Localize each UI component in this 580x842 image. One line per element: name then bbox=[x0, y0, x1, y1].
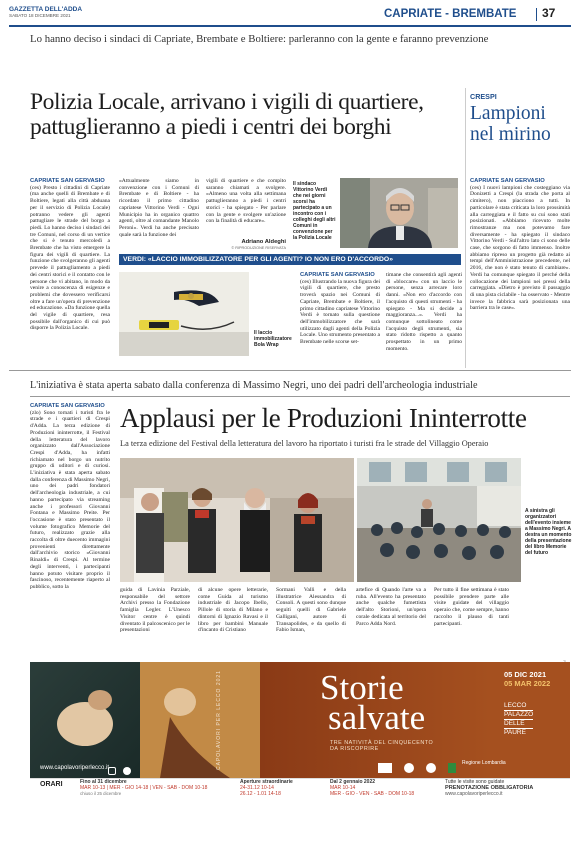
ad-january-title: Dal 2 gennaio 2022 bbox=[330, 779, 376, 785]
masthead bbox=[9, 6, 82, 18]
instagram-icon bbox=[108, 767, 116, 775]
ad-website: www.capolavoriperlecco.it bbox=[40, 765, 110, 771]
subarticle-kicker: CAPRIATE SAN GERVASIO bbox=[300, 272, 375, 278]
article2-subtitle: La terza edizione del Festival della letteratura del lavoro ha riportato i turisti fra le strade del Villaggio Operaio bbox=[120, 439, 489, 448]
article2-column-6 bbox=[434, 587, 509, 643]
organizers-photo bbox=[120, 458, 354, 582]
ad-hours-line2: chiuso il 25 dicembre bbox=[80, 791, 122, 796]
bola-wrap-photo bbox=[119, 272, 249, 356]
ad-title-line1: Storie bbox=[320, 668, 404, 707]
ad-date-from: 05 DIC 2021 bbox=[504, 670, 547, 679]
article1-col2-text: «Attualmente siamo in convenzione con i Comuni di Brembate e di Boltiere - ha ricordato il primo cittadino capriatese Vittorino Verdi - Ogni Municipio ha in organico quattro agenti, oltre al comandante Manolo Peroni». Verdi ha anche precisato quale sarà la funzione dei bbox=[119, 178, 199, 238]
presentation-photo bbox=[357, 458, 521, 582]
facebook-icon bbox=[123, 767, 131, 775]
sidebar-kicker: CRESPI bbox=[470, 92, 497, 101]
ad-subtitle-line1: TRE NATIVITÀ DEL CINQUECENTO bbox=[330, 740, 434, 746]
article1-headline-line2: pattuglieranno a piedi i centri dei borghi bbox=[30, 114, 392, 140]
header-rule bbox=[9, 25, 571, 27]
region-logo-icon bbox=[448, 763, 456, 773]
header-divider bbox=[536, 8, 537, 21]
ad-booking-site: www.capolavoriperlecco.it bbox=[445, 791, 503, 797]
article2-col4-text: Sormani Valli e della illustratrice Alessandra di Consoli. A questi sono dunque seguiti quelli di Gabriele Galligani, autore di Transapolides, e da quello di Fabio Isman, bbox=[276, 587, 346, 634]
article2-col6-text: Per tutto il fine settimana è stato possibile prendere parte alle visite guidate del villaggio operaio che, come sempre, hanno raccolto il plauso di tanti partecipanti. bbox=[434, 587, 509, 627]
subarticle-col2-text: timane che consentirà agli agenti di «bloccare» con un laccio le persone, senza arrecare loro danni. «Non ero d'accordo con l'acquisto di questi strumenti - ha spiegato - Ma si decide a maggioranza...». Verdi ha comunque sottolineato come l'acquisto degli strumenti, sia stato ridotto rispetto a quanto prospettato in un primo momento. bbox=[386, 272, 462, 352]
ad-venue-line4: PAURE bbox=[504, 729, 526, 736]
ad-hours-title: Fino al 31 dicembre bbox=[80, 779, 127, 785]
article1-column-3 bbox=[206, 178, 286, 238]
article1-headline-line1: Polizia Locale, arrivano i vigili di quartiere, bbox=[30, 89, 424, 115]
article1-column-1 bbox=[30, 178, 110, 365]
article2-photo-caption: A sinistra gli organizzatori dell'evento insieme a Massimo Negri. A destra un momento della presentazione del libro Memorie del futuro bbox=[525, 508, 572, 556]
article2-column-4 bbox=[276, 587, 346, 643]
article2-kicker: CAPRIATE SAN GERVASIO bbox=[30, 403, 105, 409]
ad-extra-line1: 24-31.12 10-14 bbox=[240, 785, 274, 791]
ad-venue-line2: PALAZZO bbox=[504, 711, 534, 718]
article1-kicker: CAPRIATE SAN GERVASIO bbox=[30, 178, 105, 184]
article2-col2-text: guida di Lavinia Parziale, responsabile del settore Archivi presso la Fondazione famiglia Legler. L'Unesco Visitor centre è quindi diventato il palcoscenico per le presentazioni bbox=[120, 587, 190, 634]
ad-january-hours bbox=[330, 779, 414, 797]
ad-venue bbox=[504, 702, 533, 737]
article2-col5-text: artefice di Quando l'arte va a ruba. All'evento ha presentato anche qualche fumettista dell'alto Storioni, un'opera corale dedicata al territorio del Parco Adda Nord. bbox=[356, 587, 426, 627]
ad-extra-line2: 26.12 - 1.01 14-18 bbox=[240, 791, 281, 797]
article2-column-3 bbox=[198, 587, 268, 643]
sidebar-divider bbox=[465, 88, 466, 368]
page-number: 37 bbox=[542, 6, 556, 20]
sidebar-headline-line2: nel mirino bbox=[470, 124, 551, 145]
article2-col3-text: di alcune opere letterarie, come Guida al turismo industriale di Jacopo Ibello, Pillole di storia di Milano e dintorni di Ignazio Ravasi e il libro per bambini Manuale d'incanto di Cristiano bbox=[198, 587, 268, 634]
ad-date-to: 05 MAR 2022 bbox=[504, 679, 551, 688]
ad-subtitle bbox=[330, 740, 433, 752]
partner-logo-icon bbox=[404, 763, 414, 773]
article1-rights: © RIPRODUZIONE RISERVATA bbox=[231, 246, 286, 250]
sidebar-body bbox=[470, 178, 570, 364]
article1-col3-text: vigili di quartiere e che compito saranno chiamati a svolgere. «Almeno una volta alla settimana pattuglieranno a piedi i centri storici - ha spiegato - Per parlare con la gente e svolgere un'azione con la finalità di educare». bbox=[206, 178, 286, 225]
ad-booking-label: PRENOTAZIONE OBBLIGATORIA bbox=[445, 785, 534, 791]
ad-booking bbox=[445, 779, 533, 797]
article1-headline bbox=[30, 90, 460, 140]
ad-logos bbox=[378, 760, 538, 776]
sidebar-body-kicker: CAPRIATE SAN GERVASIO bbox=[470, 178, 545, 184]
article1-photo-caption: Il sindaco Vittorino Verdi che nei giorni scorsi ha partecipato a un incontro con i colleghi degli altri Comuni in convenzione per la Polizia Locale bbox=[293, 181, 336, 241]
sidebar-headline-line1: Lampioni bbox=[470, 103, 546, 124]
subarticle-column-1 bbox=[300, 272, 380, 362]
ad-january-line1: MAR 10-14 bbox=[330, 785, 356, 791]
ad-hours bbox=[80, 779, 207, 797]
article1-column-2 bbox=[119, 178, 199, 246]
subarticle-column-2 bbox=[386, 272, 462, 362]
ad-venue-line1: LECCO bbox=[504, 702, 533, 711]
article1-col1-text: (ces) Presto i cittadini di Capriate (ma anche quelli di Brembate e di Boltiere, legati alla città abduana per il servizio di Polizia Locale) potranno vedere gli agenti pattugliare le strade del borgo a piedi. Lo hanno deciso i sindaci dei tre Comuni, nel corso di un vertice che si è tenuto mercoledì a Brembate che ha visto emergere la figura dei vigili di quartiere. La funzione che svolgeranno gli agenti prevede il pattugliamento a piedi dei centri storici e il contatto con le persone che vi abitano, in modo da venire a conoscenza di esigenze e problemi che dovessero verificarsi oltre a fare un'opera di prevenzione ed educazione. «Da funzione quella del vigile di quartiere, resa possibile dall'organico di cui può disporre la Polizia Locale. bbox=[30, 184, 110, 332]
partner-logo-icon bbox=[378, 763, 392, 773]
ad-title-line2: salvate bbox=[328, 698, 426, 737]
article1-author: Adriano Aldeghi bbox=[241, 239, 286, 245]
ad-extra-title: Aperture straordinarie bbox=[240, 779, 293, 785]
ad-title bbox=[320, 668, 426, 737]
ad-hours-line1: MAR 10-13 | MER - GIO 14-18 | VEN - SAB - DOM 10-18 bbox=[80, 785, 208, 791]
ad-vertical-label: CAPOLAVORI PER LECCO 2021 bbox=[216, 670, 222, 770]
article1-overline: Lo hanno deciso i sindaci di Capriate, Brembate e Boltiere: parleranno con la gente e faranno prevenzione bbox=[30, 33, 489, 45]
article2-overline: L'iniziativa è stata aperta sabato dalla conferenza di Massimo Negri, uno dei padri dell'archeologia industriale bbox=[30, 380, 478, 391]
ad-hours-label: ORARI bbox=[40, 781, 63, 788]
ad-extra-hours bbox=[240, 779, 293, 797]
ad-january-line2: MER - GIO - VEN - SAB - DOM 10-18 bbox=[330, 791, 415, 797]
bola-wrap-caption: Il laccio immobilizzatore Bola Wrap bbox=[254, 330, 292, 348]
ad-booking-title: Tutte le visite sono guidate bbox=[445, 779, 505, 785]
article2-column-2 bbox=[120, 587, 190, 643]
article2-column-1 bbox=[30, 403, 110, 705]
partner-logo-icon bbox=[426, 763, 436, 773]
article2-column-5 bbox=[356, 587, 426, 643]
sidebar-headline bbox=[470, 103, 551, 145]
mayor-photo bbox=[340, 178, 458, 248]
sponsor-name: Regione Lombardia bbox=[462, 760, 506, 766]
newspaper-name: GAZZETTA DELL'ADDA bbox=[9, 6, 83, 13]
subarticle-title: VERDI: «LACCIO IMMOBILIZZATORE PER GLI AGENTI? IO NON ERO D'ACCORDO» bbox=[123, 256, 393, 263]
section-separator bbox=[9, 370, 571, 371]
ad-subtitle-line2: DA RISCOPRIRE bbox=[330, 746, 379, 752]
subarticle-col1-text: (ces) Illustrando la nuova figura dei vigili di quartiere, che presto troverà spazio nei Comuni di Capriate, Brembate e Boltiere, il primo cittadino capriatese Vittorino Verdi è tornato sulla questione dell'immobilizzatore che sarà utilizzato dagli agenti della Polizia Locale. Uno strumento presentato a Brembate nelle scorse set- bbox=[300, 278, 380, 346]
article2-overline-rule bbox=[30, 396, 570, 397]
section-title: CAPRIATE - BREMBATE bbox=[384, 8, 517, 20]
issue-date: SABATO 18 DICEMBRE 2021 bbox=[9, 13, 71, 18]
article2-headline: Applausi per le Produzioni Ininterrotte bbox=[120, 403, 527, 433]
ad-venue-line3: DELLE bbox=[504, 720, 533, 729]
article2-col1-text: (zlo) Sono tornati i turisti fra le strade e i quartieri di Crespi d'Adda. La terza edizione di Produzioni ininterrotte, il Festival della letteratura del lavoro organizzato dall'Associazione Crespi d'Adda, ha infatti richiamato nel borgo un nutrito gruppo di uditori e di curiosi. L'iniziativa è stata aperta sabato dalla conferenza di Massimo Negri, uno dei padri fondatori dell'archeologia industriale, a cui hanno partecipato via streaming anche i professori Giovanni Fontana e Massimo Preite. Per l'occasione è stato presentato il volume fotografico Memorie del futuro, realizzato grazie alla raccolta di oltre duecento immagini provenienti direttamente dall'archivio storico «Giovanni Rinaldi» di Crespi. Al termine degli interventi, i partecipanti hanno potuto visitare proprio il fascinoso, recentemente riaperto al pubblico, sotto la bbox=[30, 409, 110, 590]
sidebar-body-text: (ces) I nuovi lampioni che costeggiano via Donizetti a Crespi (la strada che porta al cimitero), non piacciono a tutti. In particolare è stata criticata la loro prossimità alla carreggiata e il fatto su cui sono stati posizionati. «Abbiamo ricevuto molte rimostranze ma non potevamo fare diversamente - ha spiegato il sindaco Vittorino Verdi - Sull'altro lato ci sono delle case, che sorgono di fatto immenso. Inoltre abbiamo ripreso un progetto già redatto ai tempi dell'Amministrazione precedente, nel 2016, che non è stato tenuto di cambiare». Verdi ha comunque spiegato il perché della collocazione dei lampioni nei pressi della carreggiata. «Dietro è previsto il passaggio di una pista ciclabile - ha osservato - Mentre invece la fabbrica sarà posizionata una barriera tra le case». bbox=[470, 184, 570, 312]
